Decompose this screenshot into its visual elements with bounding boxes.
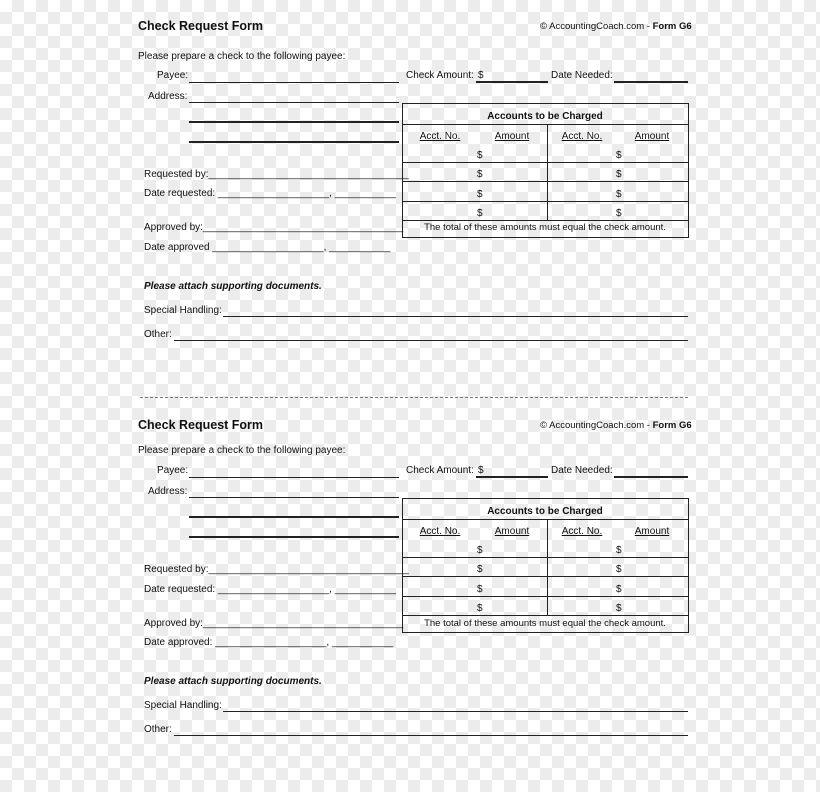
accounts-header: Accounts to be Charged: [487, 506, 603, 517]
acct-no-header-1: Acct. No.: [419, 526, 461, 537]
amount-cell[interactable]: $: [477, 169, 483, 180]
requested-by-field[interactable]: Requested by:____________________________________: [144, 564, 409, 575]
table-divider: [402, 576, 688, 577]
acct-no-header-2: Acct. No.: [561, 131, 603, 142]
check-amount-dollar: $: [478, 465, 484, 476]
date-approved-field[interactable]: Date approved: ____________________, ___________: [144, 637, 394, 648]
check-amount-label: Check Amount:: [406, 70, 474, 81]
date-approved-field[interactable]: Date approved ____________________, ___________: [144, 242, 391, 253]
address-field-3[interactable]: [189, 536, 399, 538]
date-requested-field[interactable]: Date requested: ____________________, ___________: [144, 188, 396, 199]
approved-by-field[interactable]: Approved by:____________________________________: [144, 618, 404, 629]
table-divider: [402, 181, 688, 182]
total-note: The total of these amounts must equal the check amount.: [424, 618, 666, 629]
acct-no-header-2: Acct. No.: [561, 526, 603, 537]
table-divider: [402, 615, 688, 616]
check-amount-field[interactable]: [476, 476, 548, 478]
form-id: Form G6: [652, 21, 692, 32]
amount-cell[interactable]: $: [477, 584, 483, 595]
check-amount-label: Check Amount:: [406, 465, 474, 476]
address-field-2[interactable]: [189, 516, 399, 518]
address-field-1[interactable]: [189, 497, 399, 498]
amount-cell[interactable]: $: [616, 584, 622, 595]
check-request-form-2: [0, 395, 820, 790]
form-title: Check Request Form: [138, 19, 264, 33]
address-field-2[interactable]: [189, 121, 399, 123]
check-amount-field[interactable]: [476, 81, 548, 83]
address-field-1[interactable]: [189, 102, 399, 103]
table-divider: [402, 162, 688, 163]
copyright-notice: © AccountingCoach.com - Form G6: [540, 420, 692, 431]
amount-cell[interactable]: $: [616, 564, 622, 575]
amount-cell[interactable]: $: [477, 150, 483, 161]
amount-header-1: Amount: [494, 131, 530, 142]
payee-label: Payee:: [157, 70, 189, 81]
amount-header-1: Amount: [494, 526, 530, 537]
table-divider: [402, 519, 688, 520]
attach-note: Please attach supporting documents.: [144, 676, 322, 687]
payee-field[interactable]: [189, 82, 399, 83]
date-needed-label: Date Needed:: [551, 465, 613, 476]
intro-text: Please prepare a check to the following payee:: [138, 51, 346, 62]
date-needed-field[interactable]: [614, 81, 688, 83]
amount-cell[interactable]: $: [616, 545, 622, 556]
form-title: Check Request Form: [138, 418, 264, 432]
other-field[interactable]: [174, 735, 688, 736]
other-label: Other:: [144, 724, 172, 735]
table-divider: [402, 596, 688, 597]
table-divider: [402, 201, 688, 202]
amount-cell[interactable]: $: [477, 545, 483, 556]
date-needed-label: Date Needed:: [551, 70, 613, 81]
payee-field[interactable]: [189, 477, 399, 478]
table-divider: [402, 557, 688, 558]
other-field[interactable]: [174, 340, 688, 341]
amount-cell[interactable]: $: [616, 208, 622, 219]
table-divider: [402, 124, 688, 125]
acct-no-header-1: Acct. No.: [419, 131, 461, 142]
amount-cell[interactable]: $: [616, 603, 622, 614]
requested-by-field[interactable]: Requested by:____________________________________: [144, 169, 409, 180]
address-field-3[interactable]: [189, 141, 399, 143]
attach-note: Please attach supporting documents.: [144, 281, 322, 292]
date-needed-field[interactable]: [614, 476, 688, 478]
amount-cell[interactable]: $: [477, 189, 483, 200]
accounts-header: Accounts to be Charged: [487, 111, 603, 122]
amount-cell[interactable]: $: [616, 150, 622, 161]
check-amount-dollar: $: [478, 70, 484, 81]
payee-label: Payee:: [157, 465, 189, 476]
date-requested-field[interactable]: Date requested: ____________________, ___________: [144, 584, 396, 595]
amount-cell[interactable]: $: [616, 169, 622, 180]
address-label: Address:: [148, 91, 188, 102]
check-request-form-1: [0, 0, 820, 395]
special-handling-field[interactable]: [223, 316, 688, 317]
amount-cell[interactable]: $: [616, 189, 622, 200]
amount-header-2: Amount: [634, 526, 670, 537]
total-note: The total of these amounts must equal the check amount.: [424, 222, 666, 233]
amount-cell[interactable]: $: [477, 564, 483, 575]
special-handling-field[interactable]: [223, 711, 688, 712]
special-handling-label: Special Handling:: [144, 700, 222, 711]
address-label: Address:: [148, 486, 188, 497]
copyright-notice: © AccountingCoach.com - Form G6: [540, 21, 692, 32]
form-id: Form G6: [652, 420, 692, 431]
amount-cell[interactable]: $: [477, 208, 483, 219]
other-label: Other:: [144, 329, 172, 340]
table-divider: [402, 220, 688, 221]
special-handling-label: Special Handling:: [144, 305, 222, 316]
approved-by-field[interactable]: Approved by:____________________________________: [144, 222, 404, 233]
amount-header-2: Amount: [634, 131, 670, 142]
intro-text: Please prepare a check to the following payee:: [138, 445, 346, 456]
amount-cell[interactable]: $: [477, 603, 483, 614]
